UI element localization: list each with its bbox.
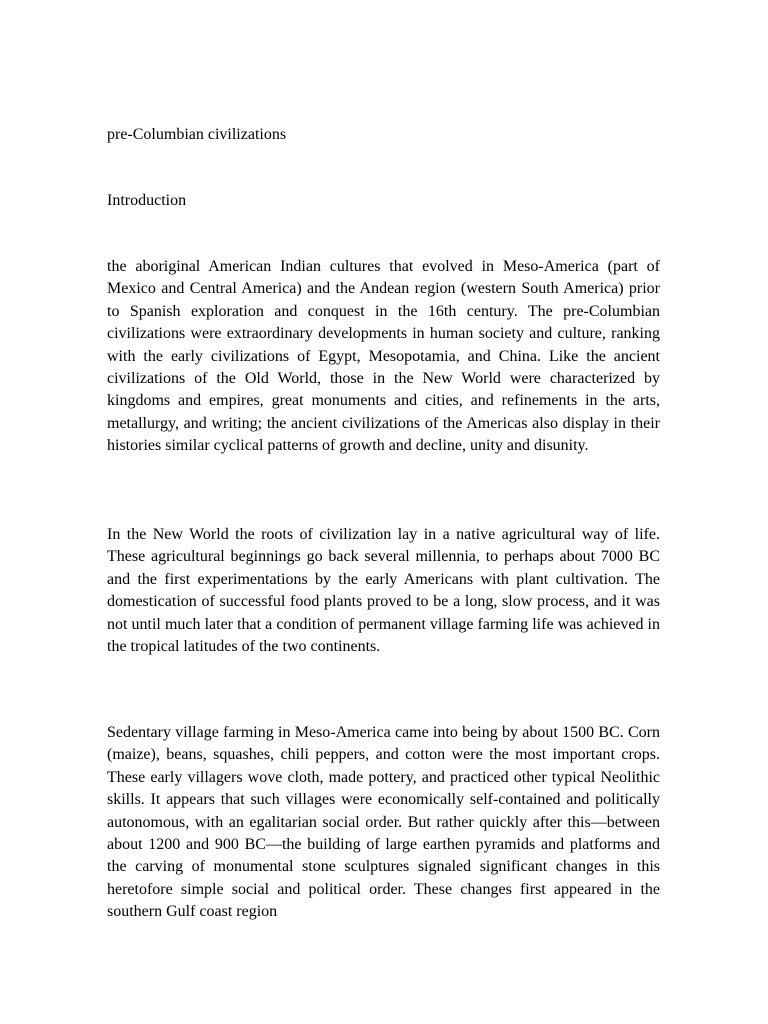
paragraph-1: the aboriginal American Indian cultures that evolved in Meso-America (part of Mexico and Central America) and the Andean region (western South America) prior to Spanish exploration and conquest in the 16th century. The pre-Columbian civilizations were extraordinary developments in human society and culture, ranking with the early civilizations of Egypt, Mesopotamia, and China. Like the ancient civilizations of the Old World, those in the New World were characterized by kingdoms and empires, great monuments and cities, and refinements in the arts, metallurgy, and writing; the ancient civilizations of the Americas also display in their histories similar cyclical patterns of growth and decline, unity and disunity. [107,258,660,455]
paragraph-2: In the New World the roots of civilization lay in a native agricultural way of life. These agricultural beginnings go back several millennia, to perhaps about 7000 BC and the first experimentations by the early Americans with plant cultivation. The domestication of successful food plants proved to be a long, slow process, and it was not until much later that a condition of permanent village farming life was achieved in the tropical latitudes of the two continents. [107,526,660,656]
document-title: pre-Columbian civilizations [107,126,287,143]
section-heading-introduction: Introduction [107,192,187,209]
paragraph-3: Sedentary village farming in Meso-America came into being by about 1500 BC. Corn (maize), beans, squashes, chili peppers, and cotton were the most important crops. These early villagers wove cloth, made pottery, and practiced other typical Neolithic skills. It appears that such villages were economically self-contained and politically autonomous, with an egalitarian social order. But rather quickly after this—between about 1200 and 900 BC—the building of large earthen pyramids and platforms and the carving of monumental stone sculptures signaled significant changes in this heretofore simple social and political order. These changes first appeared in the southern Gulf coast region [107,724,660,921]
